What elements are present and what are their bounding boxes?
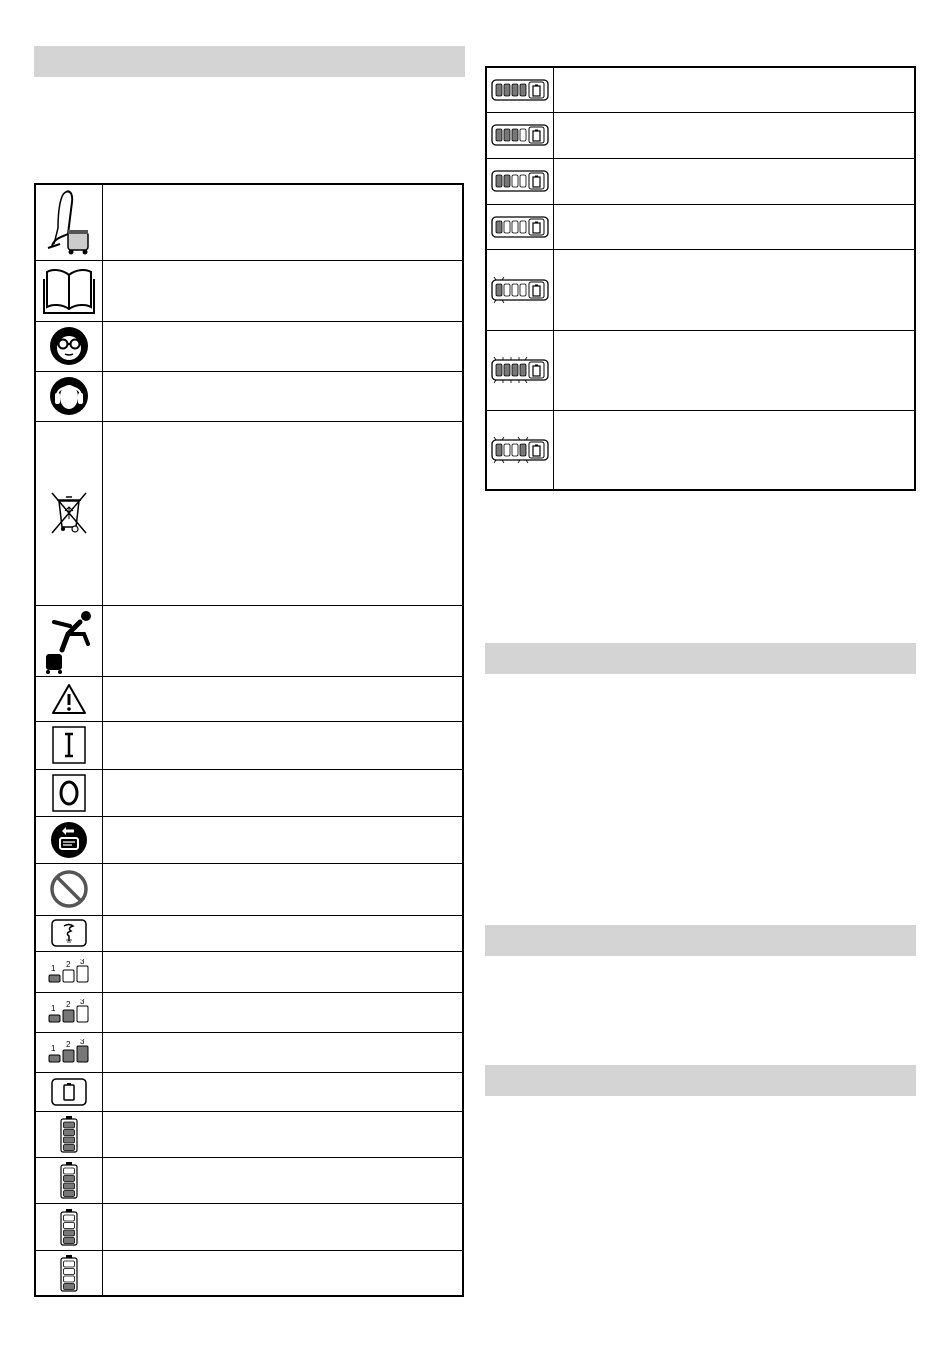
charge-indicator-4-icon: [487, 79, 553, 101]
symbol-description: [102, 1250, 463, 1296]
power-level-2-icon: [36, 999, 102, 1025]
indicator-description: [553, 410, 915, 490]
symbol-table-left: [34, 183, 464, 1297]
svg-text:1: 1: [50, 1044, 56, 1053]
symbol-description: [102, 1032, 463, 1072]
filter-clean-icon: [36, 821, 102, 859]
table-row: [486, 410, 915, 490]
symbol-description: [102, 605, 463, 676]
table-row: [35, 1072, 463, 1111]
symbol-description: [102, 184, 463, 260]
symbol-description: [102, 863, 463, 915]
table-row: [35, 184, 463, 260]
symbol-description: [102, 260, 463, 321]
symbol-description: [102, 721, 463, 769]
battery-empty-icon: [36, 1078, 102, 1106]
table-row: [35, 816, 463, 863]
symbol-description: [102, 321, 463, 371]
table-row: [35, 992, 463, 1032]
table-row: [35, 1250, 463, 1296]
battery-1-bar-icon: [36, 1254, 102, 1292]
indicator-description: [553, 249, 915, 330]
table-row: [35, 769, 463, 816]
symbol-description: [102, 1203, 463, 1250]
symbol-description: [102, 421, 463, 605]
table-row: [35, 1203, 463, 1250]
table-row: [35, 321, 463, 371]
battery-3-bars-icon: [36, 1161, 102, 1199]
table-row: [35, 951, 463, 992]
section-header-bar: [485, 1065, 916, 1096]
indicator-description: [553, 330, 915, 410]
power-level-1-icon: [36, 959, 102, 985]
symbol-description: [102, 1157, 463, 1203]
section-header-bar: [34, 46, 465, 77]
table-row: [486, 158, 915, 204]
indicator-description: [553, 112, 915, 158]
table-row: [486, 204, 915, 249]
charge-indicator-table: [485, 66, 916, 491]
symbol-description: [102, 816, 463, 863]
table-row: [35, 371, 463, 421]
power-level-3-icon: [36, 1039, 102, 1065]
table-row: [486, 330, 915, 410]
charge-indicator-1-icon: [487, 216, 553, 238]
battery-2-bars-icon: [36, 1208, 102, 1246]
table-row: [35, 421, 463, 605]
ear-protection-icon: [36, 376, 102, 416]
battery-4-bars-icon: [36, 1115, 102, 1153]
symbol-description: [102, 371, 463, 421]
table-row: [35, 605, 463, 676]
table-row: [35, 1111, 463, 1157]
svg-text:3: 3: [79, 1039, 85, 1046]
charge-indicator-3-icon: [487, 124, 553, 146]
table-row: [35, 1032, 463, 1072]
table-row: [35, 915, 463, 951]
charge-indicator-1-blinking-icon: [487, 275, 553, 305]
symbol-description: [102, 951, 463, 992]
symbol-description: [102, 676, 463, 721]
cyclone-filter-icon: [36, 919, 102, 947]
indicator-description: [553, 158, 915, 204]
weee-disposal-icon: [36, 491, 102, 535]
svg-text:2: 2: [65, 1040, 71, 1049]
svg-text:2: 2: [65, 1000, 71, 1009]
symbol-description: [102, 992, 463, 1032]
symbol-description: [102, 1111, 463, 1157]
charge-indicator-all-blinking-icon: [487, 355, 553, 385]
table-row: [486, 67, 915, 112]
table-row: [35, 1157, 463, 1203]
table-row: [35, 676, 463, 721]
eye-protection-icon: [36, 326, 102, 366]
indicator-description: [553, 204, 915, 249]
svg-text:2: 2: [65, 959, 71, 969]
table-row: [486, 249, 915, 330]
charge-indicator-2-icon: [487, 170, 553, 192]
indicator-description: [553, 67, 915, 112]
tipping-hazard-icon: [36, 608, 102, 674]
svg-text:1: 1: [50, 1004, 56, 1013]
switch-on-icon: [36, 726, 102, 764]
svg-text:3: 3: [79, 999, 85, 1006]
table-row: [35, 260, 463, 321]
svg-text:3: 3: [79, 958, 85, 966]
table-row: [486, 112, 915, 158]
table-row: [35, 863, 463, 915]
read-manual-icon: [36, 267, 102, 315]
charge-indicator-alternating-blink-icon: [487, 435, 553, 465]
svg-text:1: 1: [50, 963, 56, 973]
vacuum-cleaner-icon: [36, 188, 102, 256]
symbol-description: [102, 769, 463, 816]
table-row: [35, 721, 463, 769]
switch-off-icon: [36, 774, 102, 812]
symbol-description: [102, 915, 463, 951]
prohibited-icon: [36, 869, 102, 909]
section-header-bar: [485, 643, 916, 674]
section-header-bar: [485, 925, 916, 956]
symbol-description: [102, 1072, 463, 1111]
warning-triangle-icon: [36, 683, 102, 715]
